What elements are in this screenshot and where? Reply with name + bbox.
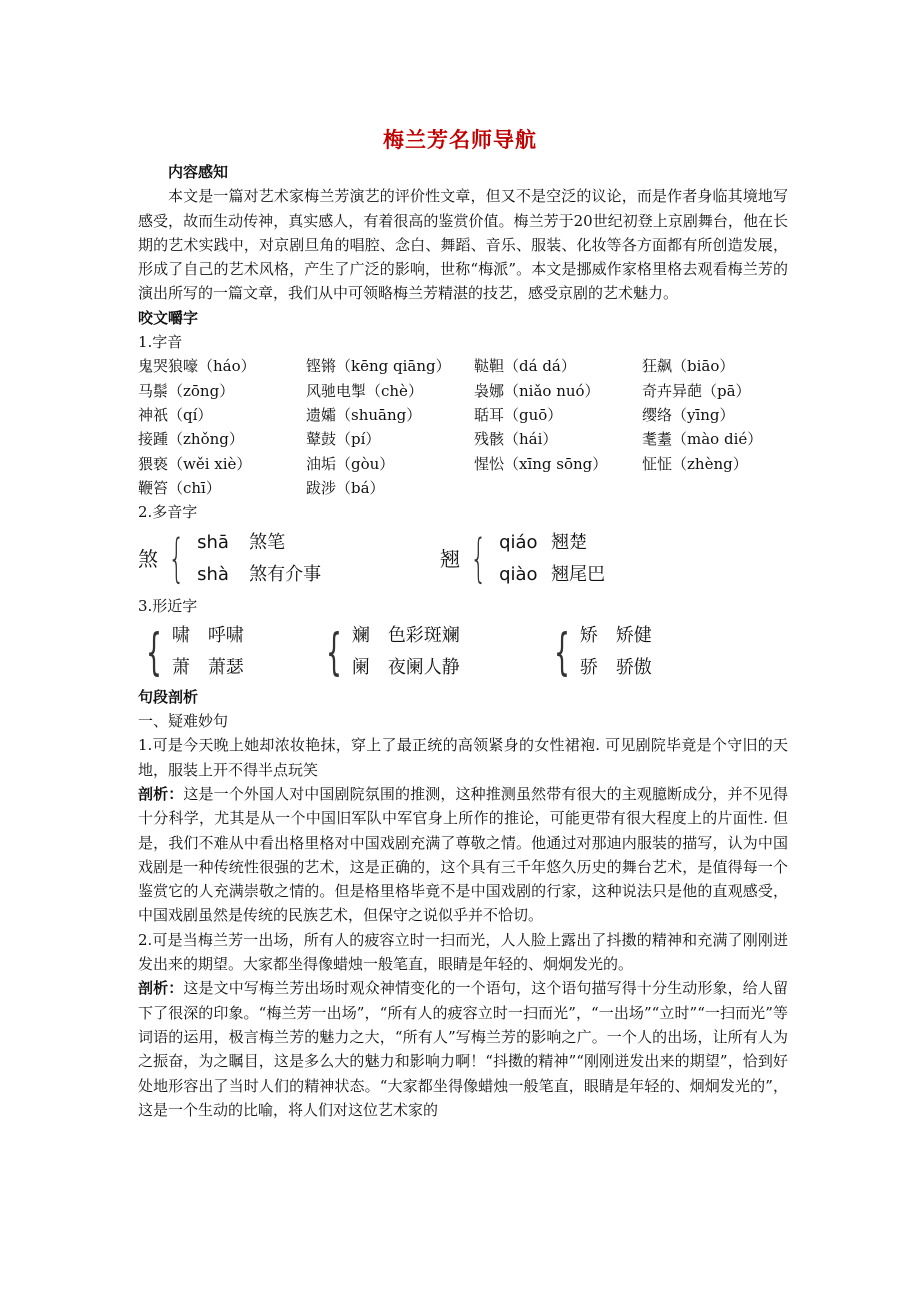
polyphone-group-2: [440, 527, 605, 591]
brace-icon: {: [168, 529, 185, 590]
word: 夜阑人静: [387, 656, 460, 678]
brace-icon: {: [325, 622, 342, 681]
subheading-pronunciation: 1.字音: [138, 333, 183, 352]
char: 骄: [579, 656, 598, 678]
analysis-label: 剖析：: [138, 979, 184, 998]
word: 呼啸: [207, 624, 244, 646]
pronunciation-item: 奇卉异葩（pā）: [642, 381, 751, 400]
char: 啸: [171, 624, 190, 646]
pronunciation-item: 鼙鼓（pí）: [306, 430, 381, 449]
analysis-label: 剖析：: [138, 784, 184, 803]
analysis-1: [138, 782, 788, 928]
pronunciation-item: 耄耋（mào dié）: [642, 430, 763, 449]
pronunciation-item: 狂飙（biāo）: [642, 357, 735, 376]
pinyin: qiào: [499, 564, 538, 586]
char: 矫: [579, 624, 598, 646]
pronunciation-item: [474, 476, 642, 500]
pronunciation-item: 跋涉（bá）: [306, 478, 385, 497]
word: 矫健: [615, 624, 652, 646]
pinyin: shā: [197, 532, 229, 554]
brace-icon: {: [145, 622, 162, 681]
content-paragraph: 本文是一篇对艺术家梅兰芳演艺的评价性文章，但又不是空泛的议论，而是作者身临其境地写感受，故而生动传神，真实感人，有着很高的鉴赏价值。梅兰芳于20世纪初登上京剧舞台，他在长期的艺术实践中，对京剧旦角的唱腔、念白、舞蹈、音乐、服装、化妆等各方面都有所创造发展，形成了自己的艺术风格，产生了广泛的影响，世称“梅派”。本文是挪威作家格里格去观看梅兰芳的演出所写的一篇文章，我们从中可领略梅兰芳精湛的技艺，感受京剧的艺术魅力。: [138, 187, 788, 303]
pronunciation-item: 鞑靼（dá dá）: [474, 357, 576, 376]
analysis-text: 这是一个外国人对中国剧院氛围的推测，这种推测虽然带有很大的主观臆断成分，并不见得十分科学，尤其是从一个中国旧军队中军官身上所作的推论，可能更带有很大程度上的片面性. 但是，我们不难从中看出格里格对中国戏剧充满了尊敬之情。他通过对那迪内服装的描写，认为中国戏剧是一种传统性很强的艺术，这是正确的，这个具有三千年悠久历史的舞台艺术，是值得每一个鉴赏它的人充满崇敬之情的。但是格里格毕竟不是中国戏剧的行家，这种说法只是他的直观感受，中国戏剧虽然是传统的民族艺术，但保守之说似乎并不恰切。: [138, 784, 788, 925]
quote-2: 2.可是当梅兰芳一出场，所有人的疲容立时一扫而光，人人脸上露出了抖擞的精神和充满了刚刚迸发出来的期望。大家都坐得像蜡烛一般笔直，眼睛是年轻的、炯炯发光的。: [138, 930, 788, 974]
word: 煞笔: [249, 532, 286, 554]
section-heading-analysis: 句段剖析: [138, 687, 199, 706]
similar-group-1: [138, 620, 318, 684]
pinyin: qiáo: [499, 532, 538, 554]
pronunciation-item: 风驰电掣（chè）: [306, 381, 423, 400]
subheading-similar: 3.形近字: [138, 597, 198, 616]
pronunciation-item: 接踵（zhǒng）: [138, 430, 244, 449]
subheading-polyphone: 2.多音字: [138, 503, 198, 522]
quote-1: 1.可是今天晚上她却浓妆艳抹，穿上了最正统的高领紧身的女性裙袍. 可见剧院毕竟是个守旧的天地，服装上开不得半点玩笑: [138, 736, 788, 779]
word: 萧瑟: [207, 656, 244, 678]
pronunciation-item: 缨络（yīng）: [642, 405, 735, 424]
pronunciation-grid: [138, 354, 788, 500]
word: 煞有介事: [249, 564, 322, 586]
char: 萧: [171, 656, 190, 678]
section-heading-content: 内容感知: [168, 163, 229, 181]
subheading-difficult: 一、疑难妙句: [138, 712, 229, 731]
similar-group-3: [546, 620, 652, 684]
pronunciation-item: 神祇（qí）: [138, 405, 213, 424]
word: 翘尾巴: [551, 564, 606, 586]
polyphone-table: [138, 524, 788, 594]
char: 阑: [351, 656, 370, 678]
word: 翘楚: [551, 532, 588, 554]
pronunciation-item: 铿锵（kēng qiāng）: [306, 357, 451, 376]
pronunciation-item: 鬼哭狼嚎（háo）: [138, 357, 256, 376]
brace-icon: {: [470, 529, 487, 590]
pronunciation-item: 猥亵（wěi xiè）: [138, 454, 252, 473]
analysis-2: [138, 976, 788, 1122]
brace-icon: {: [553, 622, 570, 681]
pronunciation-item: 聒耳（guō）: [474, 405, 563, 424]
analysis-text: 这是文中写梅兰芳出场时观众神情变化的一个语句，这个语句描写得十分生动形象，给人留下了很深的印象。“梅兰芳一出场”，“所有人的疲容立时一扫而光”，“一出场”“立时”“一扫而光”等词语的运用，极言梅兰芳的魅力之大，“所有人”写梅兰芳的影响之广。一个人的出场，让所有人为之振奋，为之瞩目，这是多么大的魅力和影响力啊！“抖擞的精神”“刚刚迸发出来的期望”，恰到好处地形容出了当时人们的精神状态。“大家都坐得像蜡烛一般笔直，眼睛是年轻的、炯炯发光的”，这是一个生动的比喻，将人们对这位艺术家的: [138, 979, 788, 1119]
pronunciation-item: 怔怔（zhèng）: [642, 454, 748, 473]
pronunciation-item: 袅娜（niǎo nuó）: [474, 381, 600, 400]
pinyin: shà: [197, 564, 229, 586]
similar-char-table: [138, 619, 788, 685]
char: 斓: [351, 624, 370, 646]
section-heading-words: 咬文嚼字: [138, 308, 199, 327]
pronunciation-item: 惺忪（xīng sōng）: [474, 454, 608, 473]
word: 骄傲: [615, 656, 652, 678]
document-body: [138, 160, 788, 1122]
pronunciation-item: 油垢（gòu）: [306, 454, 395, 473]
pronunciation-item: 残骸（hái）: [474, 430, 558, 449]
polyphone-char: 煞: [138, 547, 158, 572]
similar-group-2: [318, 620, 546, 684]
polyphone-group-1: [138, 527, 440, 591]
pronunciation-item: 马鬃（zōng）: [138, 381, 235, 400]
pronunciation-item: 遗孀（shuāng）: [306, 405, 422, 424]
page-title: 梅兰芳名师导航: [383, 128, 537, 152]
word: 色彩斑斓: [387, 624, 460, 646]
polyphone-char: 翘: [440, 547, 460, 572]
pronunciation-item: [642, 476, 788, 500]
pronunciation-item: 鞭笞（chī）: [138, 478, 221, 497]
